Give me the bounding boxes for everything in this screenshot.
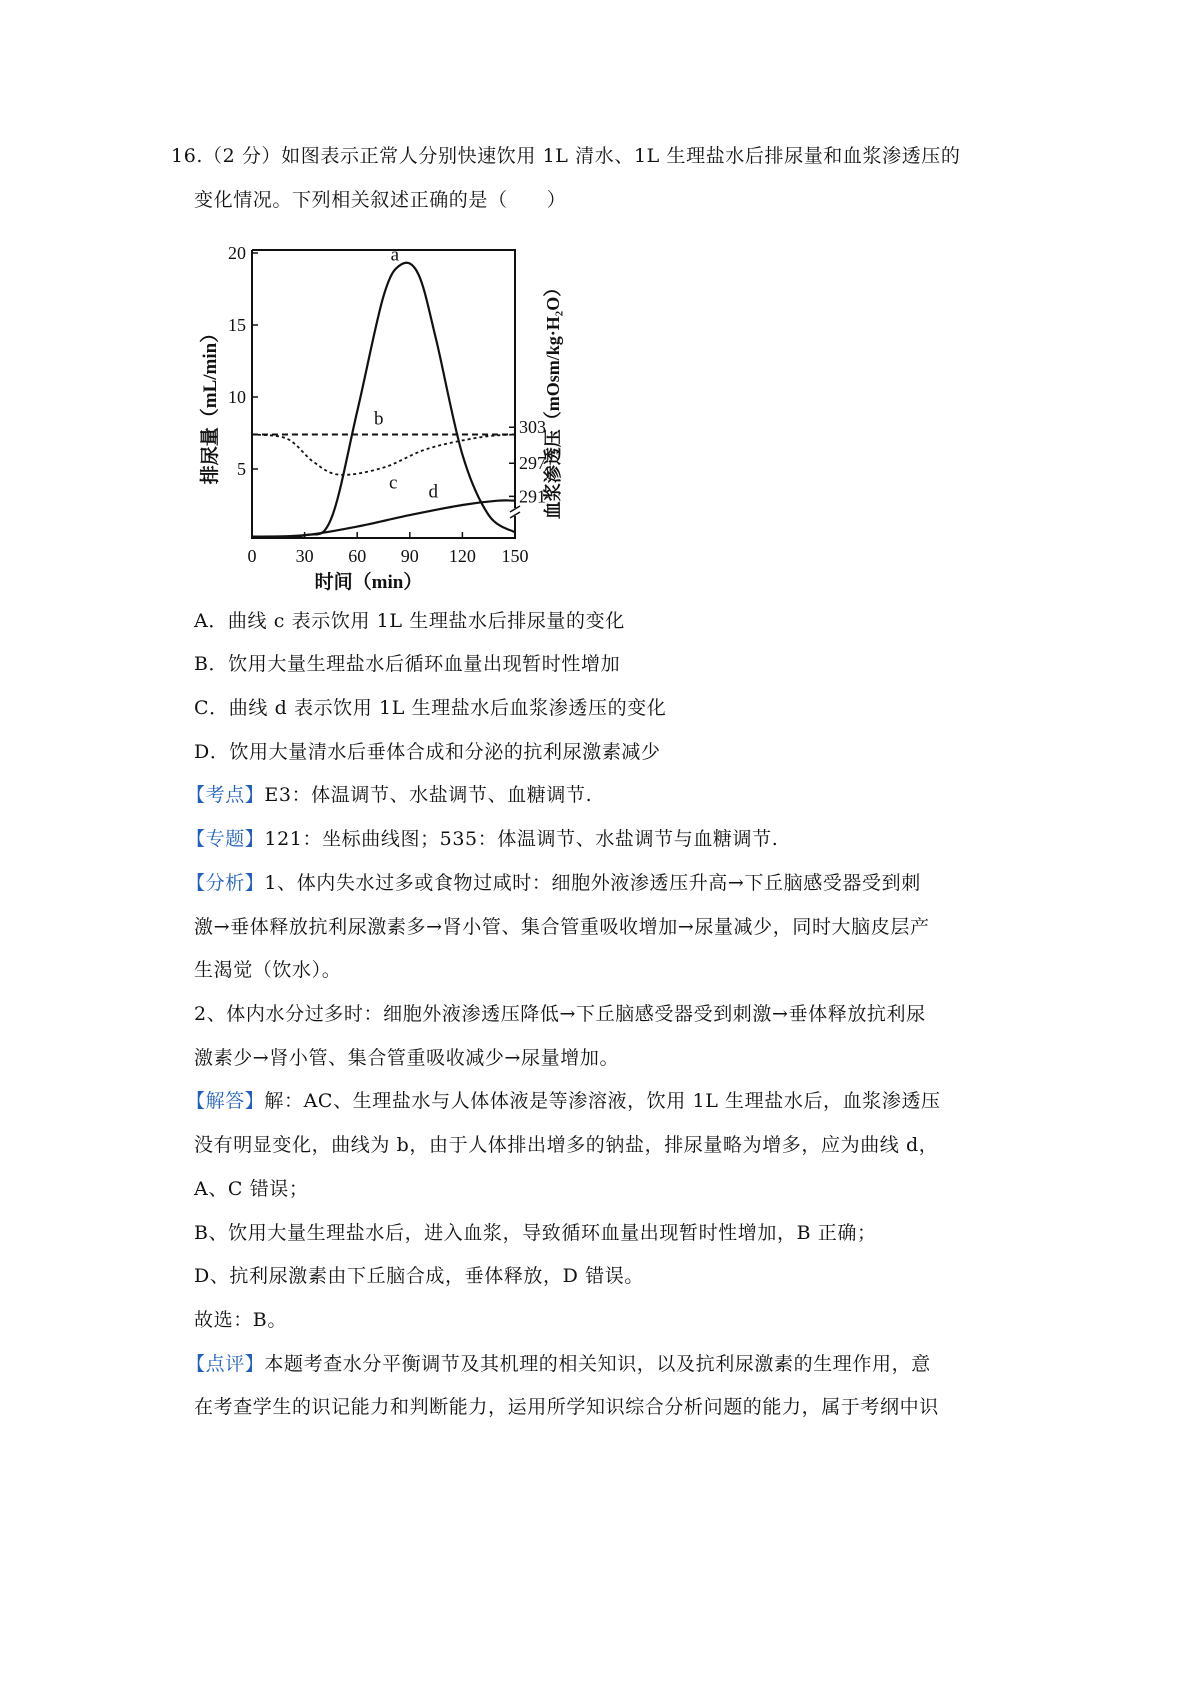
fenxi-line4: 2、体内水分过多时：细胞外液渗透压降低→下丘脑感受器受到刺激→垂体释放抗利尿 [194,1003,926,1025]
x-tick-label: 150 [501,546,529,566]
dianping-text1: 本题考查水分平衡调节及其机理的相关知识，以及抗利尿激素的生理作用，意 [264,1353,931,1375]
jieda-line6: 故选：B。 [194,1309,287,1331]
fenxi-tag: 【分析】 [186,872,265,894]
series-label-b: b [373,408,384,430]
series-label-d: d [428,481,439,503]
option-c: C．曲线 d 表示饮用 1L 生理盐水后血浆渗透压的变化 [194,697,667,719]
question-score: （2 分） [203,145,282,167]
y-tick-label-left: 5 [237,459,246,479]
fenxi-line1 [186,870,921,896]
jieda-line2: 没有明显变化，曲线为 b，由于人体排出增多的钠盐，排尿量略为增多，应为曲线 d， [194,1134,939,1156]
x-tick-label: 0 [247,546,257,566]
fenxi-line3: 生渴觉（饮水）。 [194,959,342,981]
y-tick-label-left: 20 [228,243,246,263]
plot-series [252,263,515,537]
option-b: B．饮用大量生理盐水后循环血量出现暂时性增加 [194,653,621,675]
series-label-a: a [390,244,400,266]
jieda-text1: 解：AC、生理盐水与人体体液是等渗溶液，饮用 1L 生理盐水后，血浆渗透压 [264,1090,941,1112]
option-d: D．饮用大量清水后垂体合成和分泌的抗利尿激素减少 [194,741,661,763]
jieda-line1 [186,1088,941,1114]
x-tick-label: 90 [400,546,419,566]
dianping-line2: 在考查学生的识记能力和判断能力，运用所学知识综合分析问题的能力，属于考纲中识 [194,1396,939,1418]
x-tick-label: 120 [448,546,476,566]
x-axis-label: 时间（min） [314,572,423,593]
y-axis-label-right: 血浆渗透压（mOsm/kg·H₂O） [543,278,563,520]
y-tick-label-right: 291 [519,486,546,507]
jieda-tag: 【解答】 [186,1090,265,1112]
x-tick-label: 60 [348,546,367,566]
urine-osmolarity-chart [200,243,563,593]
plot-axes [252,250,520,538]
y-axis-label-left: 排尿量（mL/min） [200,323,221,485]
zhuanti-text: 121：坐标曲线图；535：体温调节、水盐调节与血糖调节. [264,828,779,850]
series-line-d [252,500,515,536]
jieda-line5: D、抗利尿激素由下丘脑合成，垂体释放，D 错误。 [194,1265,644,1287]
fenxi-line5: 激素少→肾小管、集合管重吸收减少→尿量增加。 [194,1047,620,1069]
question-stem-text: 如图表示正常人分别快速饮用 1L 清水、1L 生理盐水后排尿量和血浆渗透压的 [281,145,961,167]
series-line-a [252,263,515,537]
question-number: 16. [171,145,204,167]
question-stem-line2: 变化情况。下列相关叙述正确的是（ ） [194,189,567,211]
jieda-line4: B、饮用大量生理盐水后，进入血浆，导致循环血量出现暂时性增加，B 正确； [194,1222,877,1244]
question-stem-line1 [171,143,961,169]
kaodian-line [186,782,592,808]
x-tick-label: 30 [295,546,314,566]
zhuanti-line [186,826,778,852]
kaodian-tag: 【考点】 [186,784,265,806]
y-tick-label-right: 297 [519,453,546,474]
y-tick-label-right: 303 [519,417,546,438]
series-line-c [252,434,515,474]
fenxi-line2: 激→垂体释放抗利尿激素多→肾小管、集合管重吸收增加→尿量减少，同时大脑皮层产 [194,916,930,938]
zhuanti-tag: 【专题】 [186,828,265,850]
option-a: A．曲线 c 表示饮用 1L 生理盐水后排尿量的变化 [194,610,625,632]
series-label-c: c [389,472,398,494]
fenxi-text1: 1、体内失水过多或食物过咸时：细胞外液渗透压升高→下丘脑感受器受到刺 [264,872,921,894]
kaodian-text: E3：体温调节、水盐调节、血糖调节. [264,784,593,806]
dianping-tag: 【点评】 [186,1353,265,1375]
dianping-line1 [186,1351,931,1377]
jieda-line3: A、C 错误； [194,1178,309,1200]
y-tick-label-left: 15 [228,315,246,335]
y-tick-label-left: 10 [228,387,246,407]
